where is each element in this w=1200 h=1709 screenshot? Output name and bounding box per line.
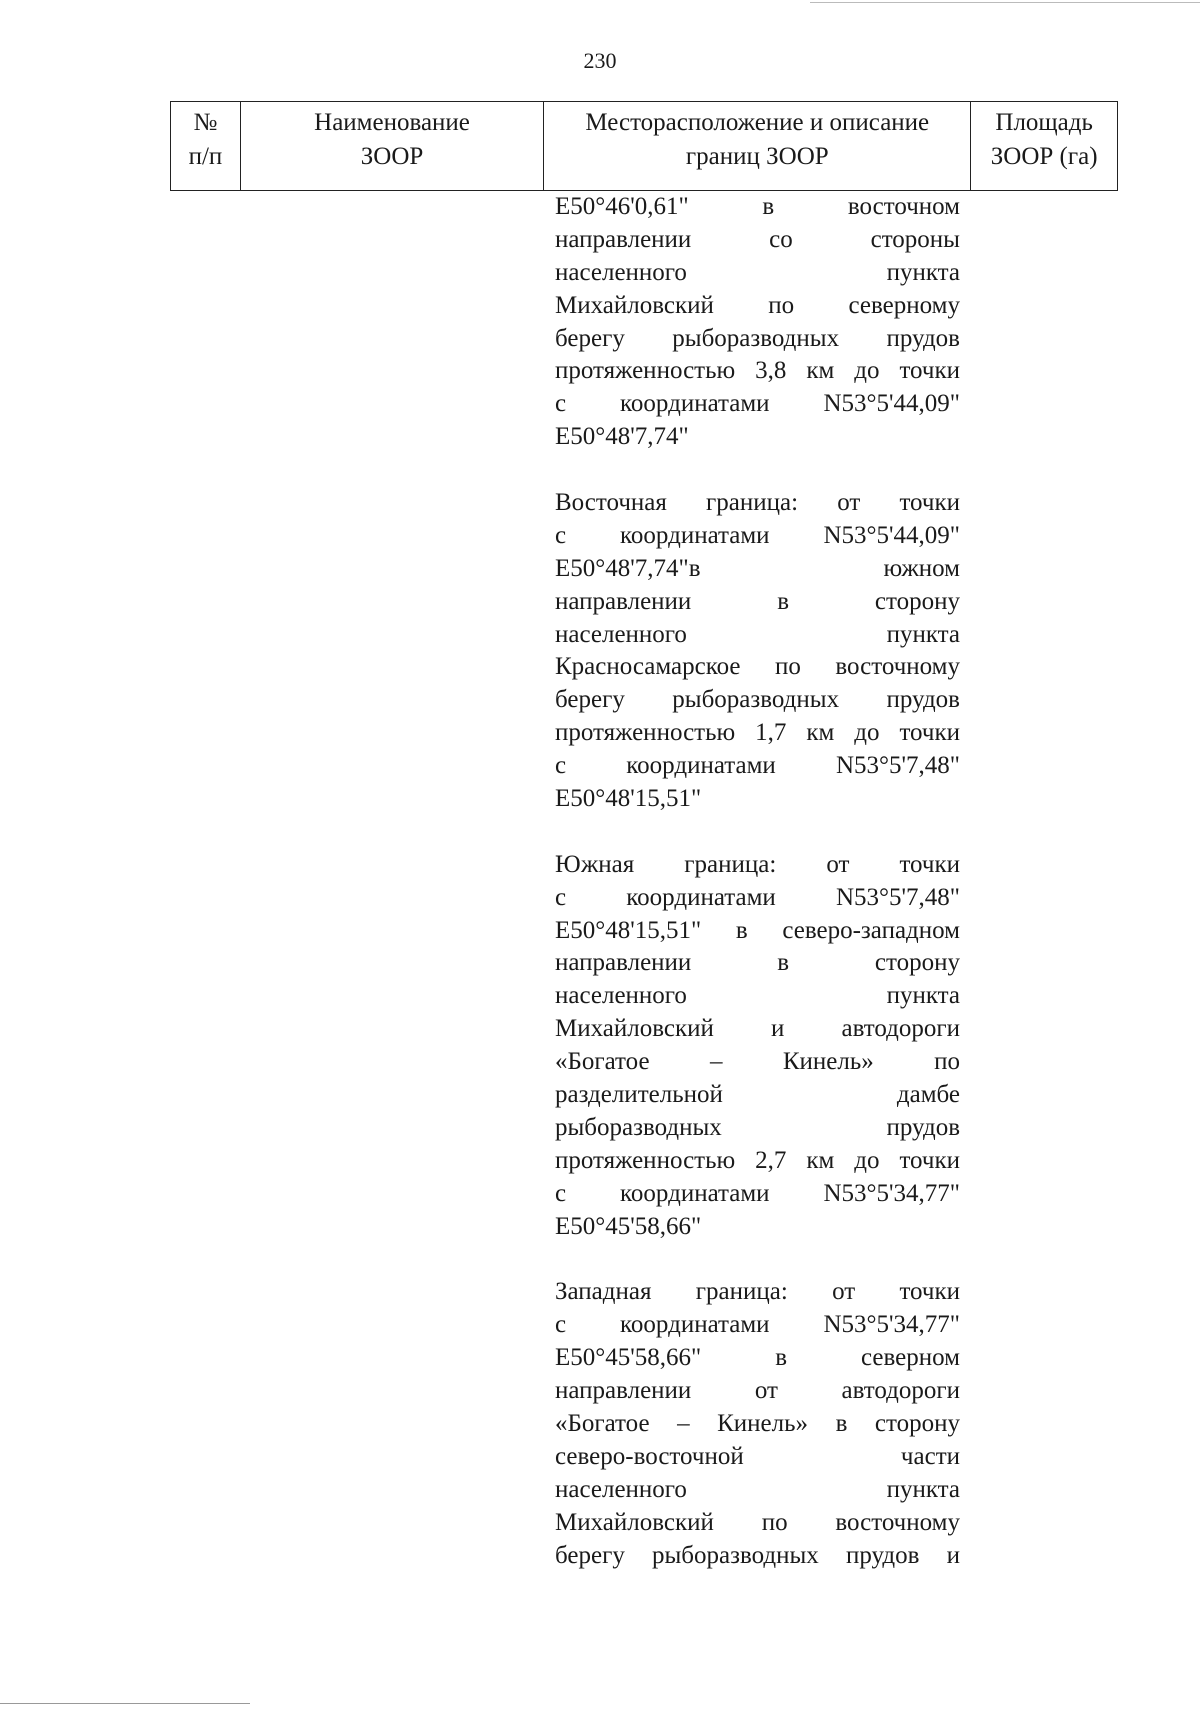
text-line [555,1046,960,1079]
text-line [555,783,960,816]
word: по [934,1048,960,1076]
word: пункта [886,1475,960,1503]
text-line [555,257,960,290]
boundary-paragraph [555,487,960,816]
word: прудов [886,686,960,714]
word: северному [848,291,960,319]
text-line [555,1013,960,1046]
word: «Богатое [555,1048,650,1076]
word: N53°5'7,48" [835,752,960,780]
word: автодороги [841,1015,960,1043]
word: N53°5'44,09" [823,521,960,549]
word: E50°45'58,66" [555,1212,702,1240]
word: в [775,1344,788,1372]
word: северо-восточной [555,1442,744,1470]
word: N53°5'7,48" [835,883,960,911]
word: Кинель» [782,1048,874,1076]
text-line [555,947,960,980]
text-line [555,553,960,586]
text-line [555,980,960,1013]
word: E50°48'15,51" [555,916,702,944]
word: E50°48'7,74"в [555,554,701,582]
word: N53°5'34,77" [823,1311,960,1339]
header-col-name [241,102,544,190]
word: координатами [626,883,776,911]
header-text: Месторасположение и описание [585,109,930,136]
word: до [854,357,880,385]
word: направлении [555,949,692,977]
text-line [555,290,960,323]
text-line [555,1342,960,1375]
word: 3,8 [755,357,787,385]
word: Восточная [555,489,667,517]
word: населенного [555,1475,687,1503]
word: пункта [886,620,960,648]
word: «Богатое [555,1409,650,1437]
text-line [555,388,960,421]
text-line [555,1375,960,1408]
table-header [170,101,1118,191]
word: E50°45'58,66" [555,1344,702,1372]
word: сторону [874,949,960,977]
word: берегу [555,1541,625,1569]
word: рыборазводных [672,686,840,714]
header-text: № [193,109,218,136]
word: по [768,291,795,319]
word: населенного [555,620,687,648]
page-number: 230 [583,48,617,73]
word: граница: [684,850,777,878]
text-line [555,1507,960,1540]
word: и [770,1015,785,1043]
word: точки [899,357,960,385]
word: E50°48'7,74" [555,423,689,451]
text-line [555,1112,960,1145]
text-line [555,520,960,553]
word: с [555,1179,567,1207]
word: пункта [886,982,960,1010]
word: точки [899,850,960,878]
word: направлении [555,225,692,253]
word: автодороги [841,1377,960,1405]
word: с [555,521,567,549]
word: протяженностью [555,719,736,747]
text-line [555,1211,960,1244]
text-line [555,750,960,783]
word: в [835,1409,848,1437]
word: граница: [706,489,799,517]
word: координатами [620,521,770,549]
text-line [555,421,960,454]
scan-edge-line-top [810,2,1200,3]
word: части [900,1442,960,1470]
word: N53°5'44,09" [823,390,960,418]
text-line [555,1408,960,1441]
word: Михайловский [555,1015,714,1043]
word: точки [899,1278,960,1306]
text-line [555,1309,960,1342]
text-line [555,1441,960,1474]
word: с [555,883,567,911]
text-line [555,1276,960,1309]
word: Михайловский [555,291,714,319]
word: берегу [555,324,625,352]
word: E50°48'15,51" [555,785,702,813]
word: протяженностью [555,1146,736,1174]
word: – [709,1048,723,1076]
word: E50°46'0,61" [555,193,689,220]
text-line [555,224,960,257]
word: в [735,916,748,944]
text-line [555,586,960,619]
word: граница: [695,1278,788,1306]
word: северном [861,1344,960,1372]
word: прудов [886,1113,960,1141]
word: от [837,489,861,517]
word: от [754,1377,778,1405]
header-text: п/п [188,143,223,170]
text-line [555,882,960,915]
word: рыборазводных [672,324,840,352]
word: до [854,719,880,747]
word: пункта [886,258,960,286]
scan-edge-line-bottom [0,1703,250,1704]
word: направлении [555,1377,692,1405]
word: со [769,225,793,253]
word: Красносамарское [555,653,741,681]
text-line [555,915,960,948]
word: 2,7 [755,1146,787,1174]
word: с [555,752,567,780]
word: точки [899,719,960,747]
text-line [555,717,960,750]
word: и [946,1541,960,1569]
word: населенного [555,258,687,286]
word: по [761,1508,788,1536]
word: рыборазводных [555,1113,722,1141]
word: с [555,1311,567,1339]
text-line [555,619,960,652]
header-col-location [544,102,971,190]
text-line [555,191,960,224]
word: Михайловский [555,1508,714,1536]
header-text: Наименование [314,109,470,136]
word: с [555,390,567,418]
text-line [555,355,960,388]
header-text: ЗООР (га) [990,143,1098,170]
text-line [555,1079,960,1112]
header-text: границ ЗООР [685,143,829,170]
text-line [555,1145,960,1178]
header-text: ЗООР [360,143,424,170]
boundary-description-cell [555,191,960,1605]
word: населенного [555,982,687,1010]
word: координатами [620,1311,770,1339]
word: северо-западном [782,916,960,944]
word: – [677,1409,690,1437]
word: точки [899,489,960,517]
word: в [777,949,790,977]
text-line [555,684,960,717]
word: координатами [620,390,770,418]
word: протяженностью [555,357,736,385]
word: дамбе [896,1081,960,1109]
word: км [806,357,835,385]
word: от [826,850,850,878]
word: берегу [555,686,625,714]
boundary-paragraph [555,849,960,1244]
word: восточном [847,193,960,220]
word: прудов [845,1541,920,1569]
word: направлении [555,587,692,615]
word: до [854,1146,880,1174]
text-line [555,323,960,356]
word: Южная [555,850,635,878]
word: стороны [870,225,960,253]
word: Западная [555,1278,652,1306]
word: координатами [626,752,776,780]
text-line [555,487,960,520]
word: в [762,193,775,220]
word: координатами [620,1179,770,1207]
word: км [806,719,835,747]
word: сторону [874,1409,960,1437]
boundary-paragraph [555,191,960,454]
word: точки [899,1146,960,1174]
text-line [555,1178,960,1211]
text-line [555,1540,960,1573]
word: прудов [886,324,960,352]
text-line [555,849,960,882]
word: восточному [835,653,960,681]
word: по [775,653,801,681]
text-line [555,651,960,684]
text-line [555,1474,960,1507]
word: Кинель» [717,1409,809,1437]
word: N53°5'34,77" [823,1179,960,1207]
word: км [806,1146,835,1174]
word: от [832,1278,856,1306]
word: 1,7 [755,719,787,747]
boundary-paragraph [555,1276,960,1572]
word: рыборазводных [652,1541,819,1569]
word: сторону [874,587,960,615]
word: южном [883,554,960,582]
header-col-area [971,102,1117,190]
word: в [777,587,790,615]
word: разделительной [555,1081,723,1109]
header-text: Площадь [995,109,1093,136]
word: восточному [835,1508,960,1536]
header-col-number [171,102,241,190]
